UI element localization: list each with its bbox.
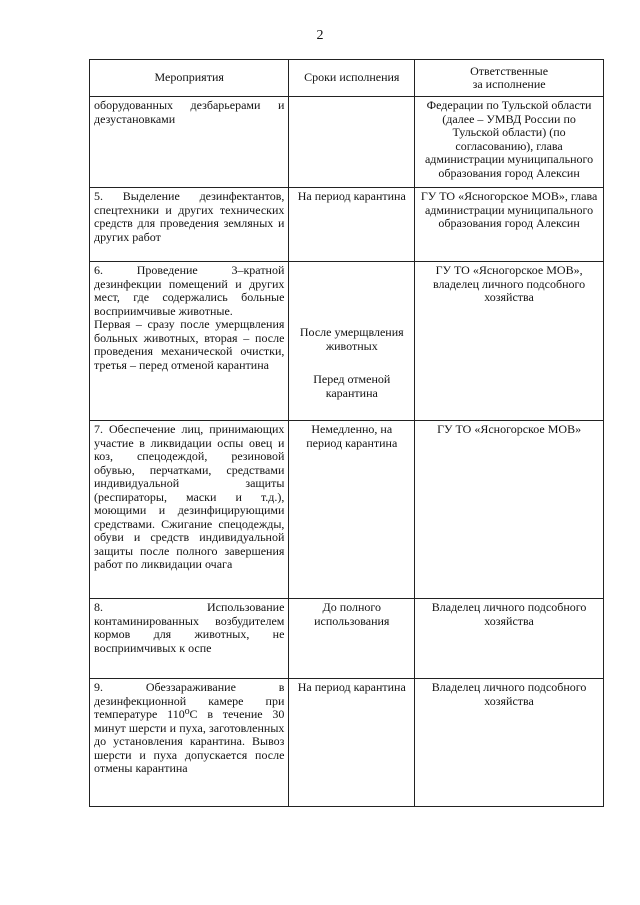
- spacer: [293, 264, 410, 326]
- header-measures: Мероприятия: [90, 60, 289, 97]
- term-cell: На период карантина: [289, 679, 415, 807]
- measure-cell: 9. Обеззараживание в дезинфекционной камере при температуре 110⁰С в течение 30 минут шерсти и пуха, заготовленных до установления карантина. Вывоз шерсти и пуха допускается после отмены карантина: [90, 679, 289, 807]
- header-responsible: [415, 60, 604, 97]
- term-text: После умерщвления животных: [299, 325, 404, 353]
- measure-cell: 7. Обеспечение лиц, принимающих участие в ликвидации оспы овец и коз, спецодеждой, резиновой обувью, перчатками, средствами индивидуальной защиты (респираторы, маски и т.д.), моющими и дезинфицирующими средствами. Сжигание спецодежды, обуви и средств индивидуальной защиты после полного завершения работ по ликвидации очага: [90, 421, 289, 599]
- term-cell: [289, 262, 415, 421]
- responsible-cell: Владелец личного подсобного хозяйства: [415, 679, 604, 807]
- table-header-row: [90, 60, 604, 97]
- term-cell: Немедленно, на период карантина: [289, 421, 415, 599]
- table-row: [90, 421, 604, 599]
- term-text-second: Перед отменой карантина: [313, 372, 391, 400]
- responsible-cell: ГУ ТО «Ясногорское МОВ», глава администрации муниципального образования город Алексин: [415, 188, 604, 262]
- measure-cell: 5. Выделение дезинфектантов, спецтехники и других технических средств для проведения земляных и других работ: [90, 188, 289, 262]
- responsible-cell: ГУ ТО «Ясногорское МОВ»: [415, 421, 604, 599]
- term-cell: На период карантина: [289, 188, 415, 262]
- header-terms: Сроки исполнения: [289, 60, 415, 97]
- measure-cell: [90, 262, 289, 421]
- header-responsible-line2: за исполнение: [472, 77, 546, 91]
- measure-text: 6. Проведение 3–кратной дезинфекции помещений и других мест, где содержались больные восприимчивые животные.: [94, 263, 285, 318]
- measure-cell: 8. Использование контаминированных возбудителем кормов для животных, не восприимчивых к оспе: [90, 599, 289, 679]
- term-cell: До полного использования: [289, 599, 415, 679]
- spacer: [293, 353, 410, 373]
- measure-cell: оборудованных дезбарьерами и дезустановками: [90, 97, 289, 188]
- header-responsible-line1: Ответственные: [470, 63, 549, 78]
- responsible-cell: Владелец личного подсобного хозяйства: [415, 599, 604, 679]
- measure-text-continued: Первая – сразу после умерщвления больных животных, вторая – после проведения механической очистки, третья – перед отменой карантина: [94, 317, 285, 372]
- table-row: [90, 188, 604, 262]
- table-row: [90, 97, 604, 188]
- page-number: 2: [316, 28, 324, 43]
- measures-table: [89, 59, 604, 807]
- table-row: [90, 679, 604, 807]
- table-row: [90, 599, 604, 679]
- responsible-cell: ГУ ТО «Ясногорское МОВ», владелец личного подсобного хозяйства: [415, 262, 604, 421]
- table-row: [90, 262, 604, 421]
- term-cell: [289, 97, 415, 188]
- responsible-cell: Федерации по Тульской области (далее – УМВД России по Тульской области) (по согласованию), глава администрации муниципального образования город Алексин: [415, 97, 604, 188]
